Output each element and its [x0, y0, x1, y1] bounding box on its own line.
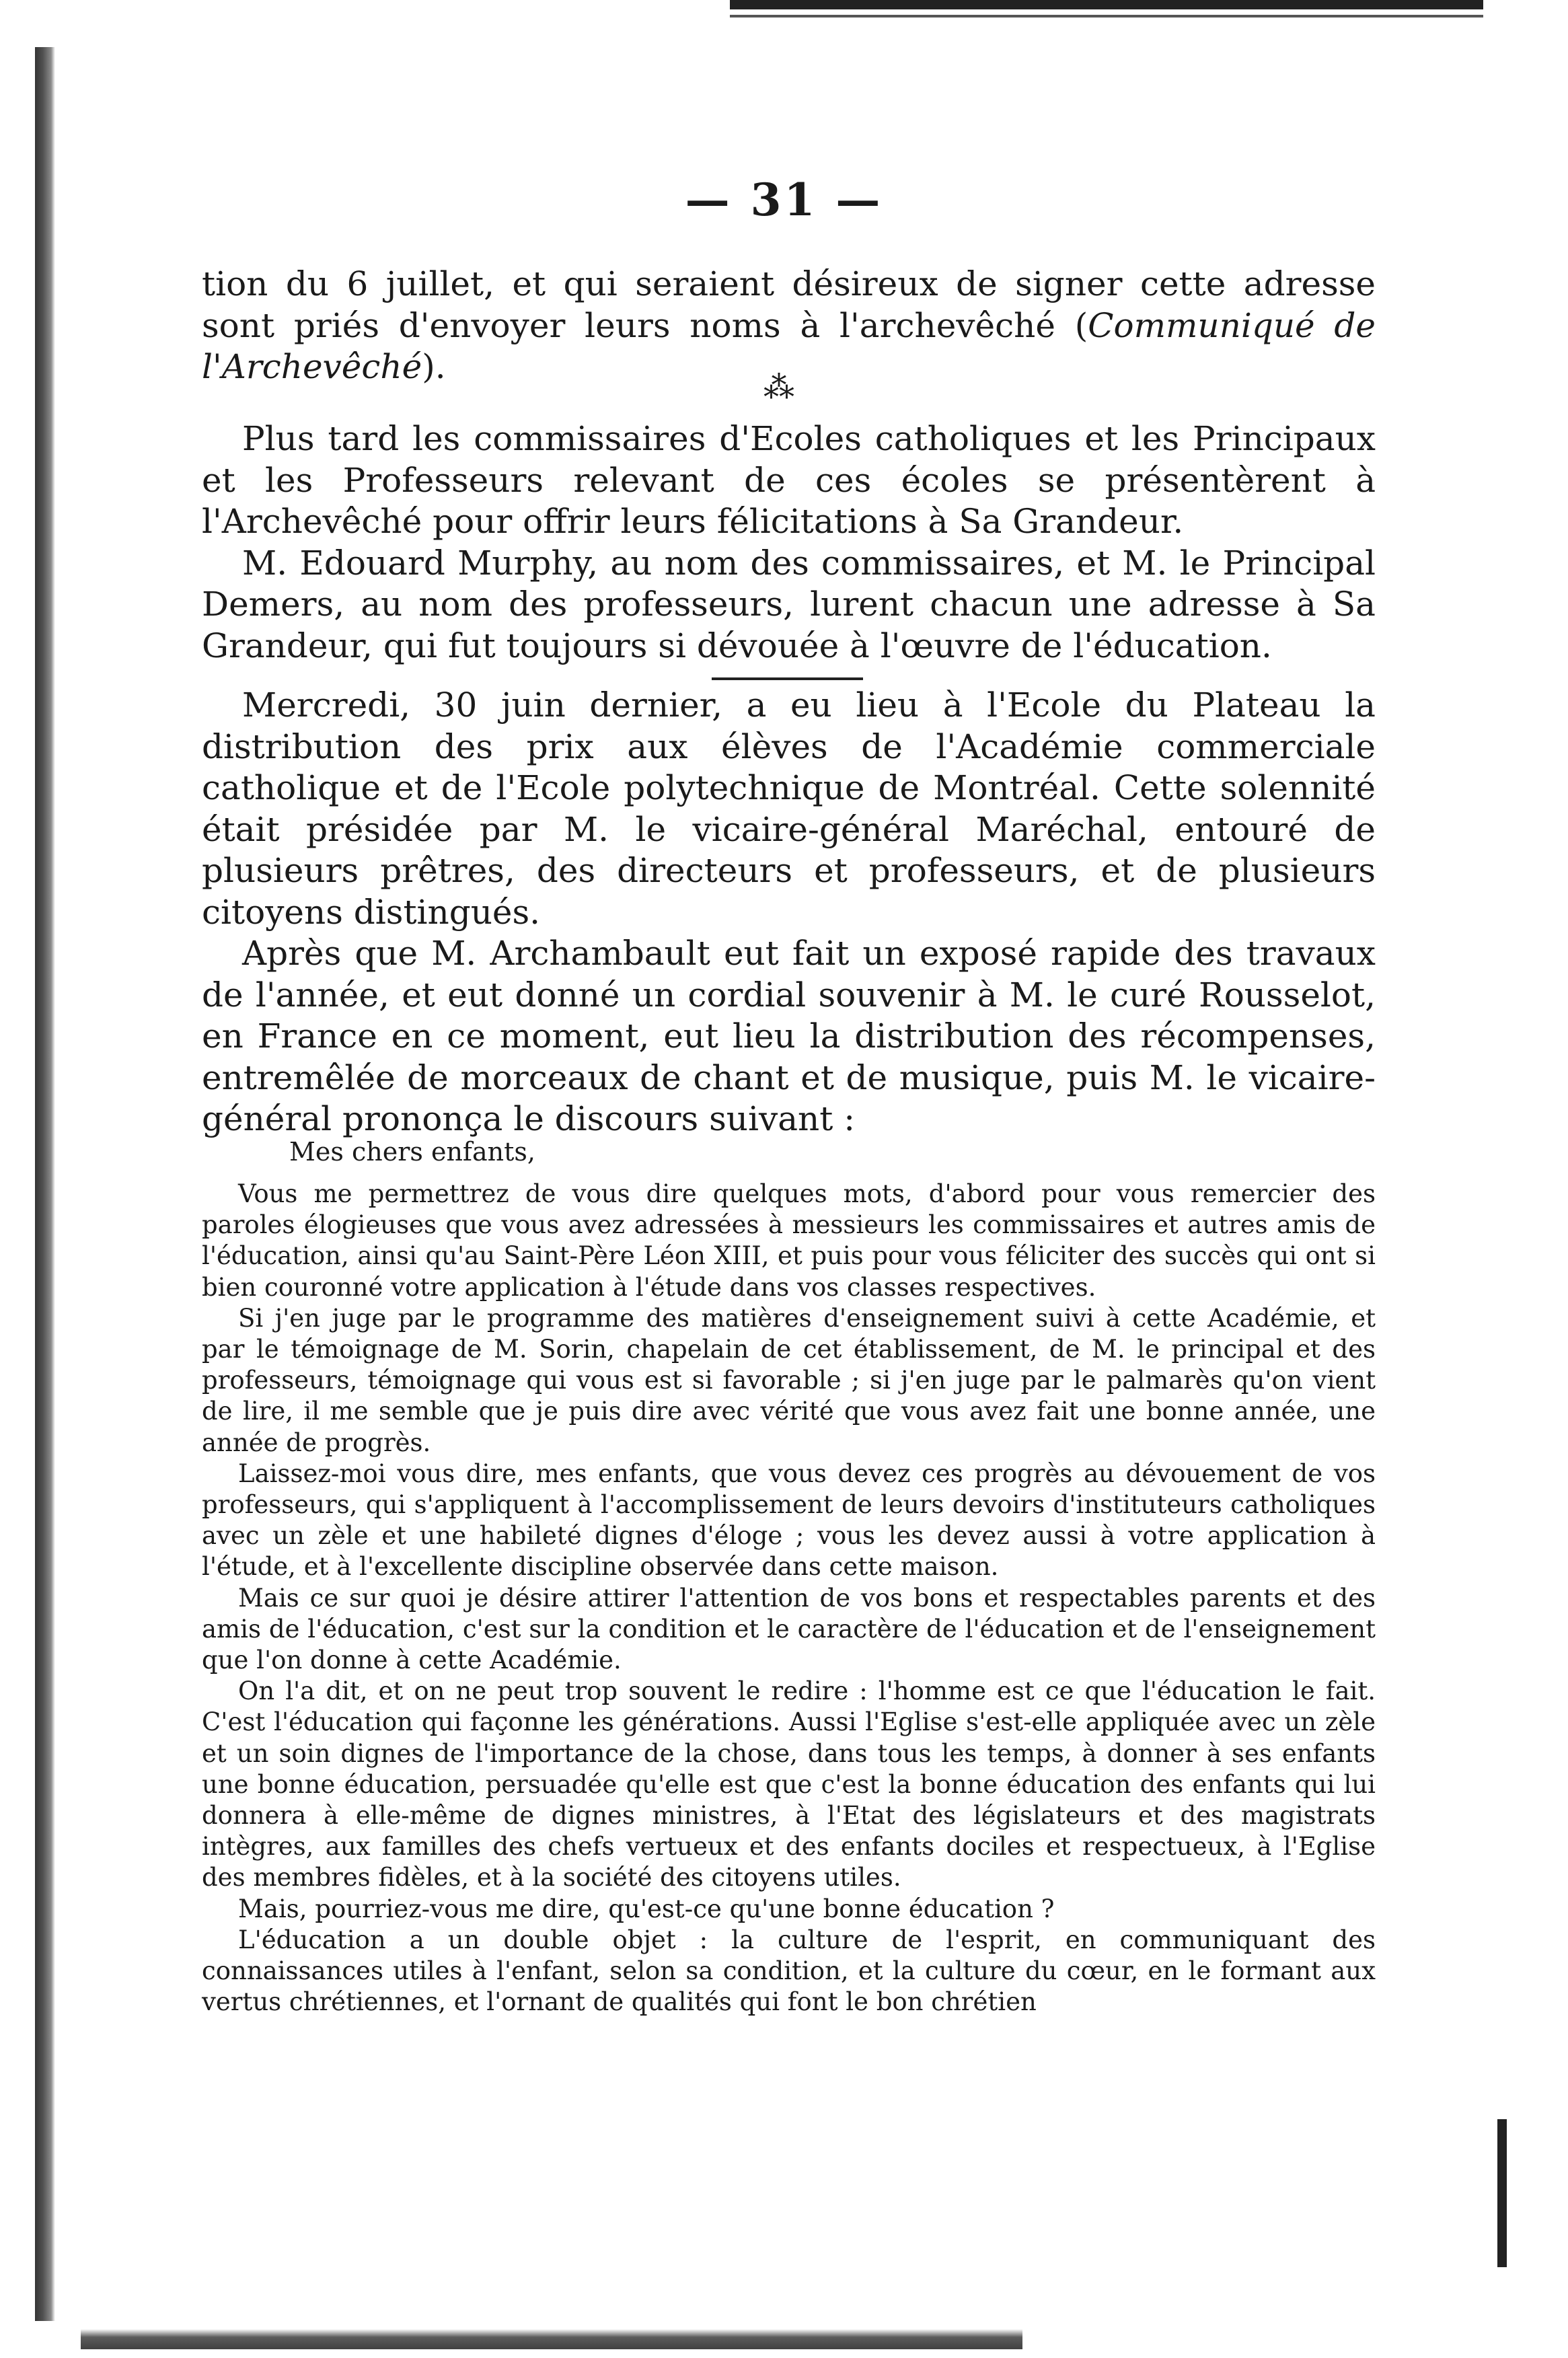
speech-paragraph: On l'a dit, et on ne peut trop souvent le redire : l'homme est ce que l'éducation le fait. C'est l'éducation qui façonne les générations. Aussi l'Eglise s'est-elle appliquée avec un zèle et un soin dignes de l'importance de la chose, dans tous les temps, à donner à ses enfants une bonne éducation, persuadée qu'elle est que c'est la bonne éducation des enfants qui lui donnera à elle-même de dignes ministres, à l'Etat des législateurs et des magistrats intègres, aux familles des chefs vertueux et des enfants dociles et respectueux, à l'Eglise des membres fidèles, et à la société des citoyens utiles. [202, 1677, 1376, 1892]
paragraph-prize-distribution [202, 685, 1376, 1140]
speech-paragraph: Mais, pourriez-vous me dire, qu'est-ce qu'une bonne éducation ? [238, 1894, 1055, 1923]
speech-paragraph: Vous me permettrez de vous dire quelques mots, d'abord pour vous remercier des paroles élogieuses que vous avez adressées à messieurs les commissaires et autres amis de l'éducation, ainsi qu'au Saint-Père Léon XIII, et puis pour vous féliciter des succès qui ont si bien couronné votre application à l'étude dans vos classes respectives. [202, 1179, 1376, 1302]
paragraph-text: M. Edouard Murphy, au nom des commissaires, et M. le Principal Demers, au nom des professeurs, lurent chacun une adresse à Sa Grandeur, qui fut toujours si dévouée à l'œuvre de l'éducation. [202, 543, 1376, 665]
speech-paragraph: Si j'en juge par le programme des matières d'enseignement suivi à cette Académie, et par le témoignage de M. Sorin, chapelain de cet établissement, de M. le principal et des professeurs, témoignage qui vous est si favorable ; si j'en juge par le palmarès qu'on vient de lire, il me semble que je puis dire avec vérité que vous avez fait une bonne année, une année de progrès. [202, 1303, 1376, 1457]
asterism-separator: ⁂ [763, 369, 797, 405]
italic-citation: Communiqué de l'Archevêché [202, 305, 1376, 386]
top-border-rule [730, 0, 1483, 9]
scan-bottom-edge [81, 2329, 1022, 2349]
speech-salutation: Mes chers enfants, [289, 1137, 535, 1167]
paragraph-text: Mercredi, 30 juin dernier, a eu lieu à l'Ecole du Plateau la distribution des prix aux élèves de l'Académie commerciale catholique et de l'Ecole polytechnique de Montréal. Cette solennité était présidée par M. le vicaire-général Maréchal, entouré de plusieurs prêtres, des directeurs et professeurs, et de plusieurs citoyens distingués. [202, 686, 1376, 932]
speech-paragraph: Laissez-moi vous dire, mes enfants, que vous devez ces progrès au dévouement de vos professeurs, qui s'appliquent à l'accomplissement de leurs devoirs d'instituteurs catholiques avec un zèle et une habileté dignes d'éloge ; vous les devez aussi à votre application à l'étude, et à l'excellente discipline observée dans cette maison. [202, 1459, 1376, 1582]
speech-paragraph: L'éducation a un double objet : la culture de l'esprit, en communiquant des connaissances utiles à l'enfant, selon sa condition, et la culture du cœur, en le formant aux vertus chrétiennes, et l'ornant de qualités qui font le bon chrétien [202, 1925, 1376, 2017]
paragraph-commissioners [202, 418, 1376, 667]
paragraph-text: Plus tard les commissaires d'Ecoles catholiques et les Principaux et les Professeurs relevant de ces écoles se présentèrent à l'Archevêché pour offrir leurs félicitations à Sa Grandeur. [202, 419, 1376, 541]
scan-right-mark [1497, 2119, 1507, 2267]
speech-body [202, 1179, 1376, 2018]
speech-paragraph: Mais ce sur quoi je désire attirer l'attention de vos bons et respectables parents et des amis de l'éducation, c'est sur la condition et le caractère de l'éducation et de l'enseignement que l'on donne à cette Académie. [202, 1583, 1376, 1675]
top-border-rule-thin [730, 15, 1483, 17]
paragraph-text: Après que M. Archambault eut fait un exposé rapide des travaux de l'année, et eut donné un cordial souvenir à M. le curé Rousselot, en France en ce moment, eut lieu la distribution des récompenses, entremêlée de morceaux de chant et de musique, puis M. le vicaire-général prononça le discours suivant : [202, 934, 1376, 1138]
paragraph-text: tion du 6 juillet, et qui seraient désireux de signer cette adresse sont priés d'envoyer leurs noms à l'archevêché (Communiqué de l'Archevêché). [202, 264, 1376, 386]
scan-left-edge [35, 47, 55, 2321]
section-rule [712, 677, 863, 680]
page-number: — 31 — [685, 174, 883, 226]
